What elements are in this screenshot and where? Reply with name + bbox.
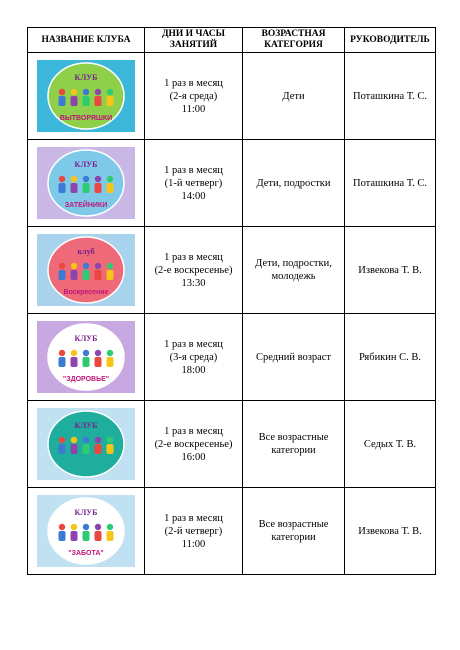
- figure-body-icon: [59, 96, 66, 106]
- figure-head-icon: [107, 437, 113, 443]
- figure-body-icon: [83, 531, 90, 541]
- logo-title: КЛУБ: [74, 508, 98, 517]
- schedule-cell: 1 раз в месяц (2-е воскресенье) 13:30: [145, 227, 243, 314]
- figure-head-icon: [71, 524, 77, 530]
- schedule-cell: 1 раз в месяц (2-я среда) 11:00: [145, 53, 243, 140]
- club-logo-cell: [28, 401, 145, 488]
- figure-body-icon: [71, 444, 78, 454]
- table-row: [28, 140, 436, 227]
- club-logo: [37, 321, 135, 393]
- club-logo: [37, 495, 135, 567]
- logo-subtitle: Воскресение: [63, 289, 109, 296]
- figure-head-icon: [71, 176, 77, 182]
- schedule-cell: 1 раз в месяц (2-е воскресенье) 16:00: [145, 401, 243, 488]
- figure-body-icon: [107, 96, 114, 106]
- figure-head-icon: [59, 524, 65, 530]
- figure-head-icon: [59, 89, 65, 95]
- figure-head-icon: [59, 176, 65, 182]
- figure-body-icon: [95, 357, 102, 367]
- figure-body-icon: [83, 270, 90, 280]
- club-logo-cell: [28, 140, 145, 227]
- figure-head-icon: [71, 437, 77, 443]
- figure-body-icon: [95, 531, 102, 541]
- figure-head-icon: [83, 350, 89, 356]
- figure-body-icon: [95, 96, 102, 106]
- figure-head-icon: [95, 263, 101, 269]
- figure-head-icon: [83, 89, 89, 95]
- figure-body-icon: [107, 531, 114, 541]
- figure-body-icon: [107, 183, 114, 193]
- club-logo-cell: [28, 227, 145, 314]
- leader-cell: Поташкина Т. С.: [345, 140, 436, 227]
- figure-head-icon: [83, 524, 89, 530]
- logo-title: КЛУБ: [74, 334, 98, 343]
- figure-head-icon: [59, 263, 65, 269]
- figure-head-icon: [71, 263, 77, 269]
- header-schedule: ДНИ И ЧАСЫ ЗАНЯТИЙ: [145, 28, 243, 53]
- logo-subtitle: ВЫТВОРЯШКИ: [59, 115, 113, 122]
- table-row: [28, 314, 436, 401]
- leader-cell: Седых Т. В.: [345, 401, 436, 488]
- age-cell: Дети: [243, 53, 345, 140]
- figure-body-icon: [59, 270, 66, 280]
- header-row: [28, 28, 436, 53]
- club-logo-cell: [28, 53, 145, 140]
- figure-head-icon: [95, 89, 101, 95]
- leader-cell: Извекова Т. В.: [345, 488, 436, 575]
- figure-head-icon: [107, 263, 113, 269]
- figure-body-icon: [95, 270, 102, 280]
- figure-body-icon: [59, 444, 66, 454]
- figure-body-icon: [59, 183, 66, 193]
- figure-body-icon: [83, 444, 90, 454]
- figure-body-icon: [71, 96, 78, 106]
- logo-title: клуб: [77, 247, 95, 256]
- leader-cell: Поташкина Т. С.: [345, 53, 436, 140]
- figure-body-icon: [71, 183, 78, 193]
- figure-head-icon: [107, 176, 113, 182]
- figure-body-icon: [59, 531, 66, 541]
- figure-head-icon: [95, 524, 101, 530]
- figure-body-icon: [107, 444, 114, 454]
- header-leader: РУКОВОДИТЕЛЬ: [345, 28, 436, 53]
- figure-head-icon: [107, 350, 113, 356]
- logo-title: КЛУБ: [74, 73, 98, 82]
- figure-head-icon: [59, 350, 65, 356]
- figure-body-icon: [107, 357, 114, 367]
- table-row: [28, 401, 436, 488]
- club-logo: [37, 147, 135, 219]
- table-row: [28, 227, 436, 314]
- figure-head-icon: [83, 176, 89, 182]
- figure-body-icon: [71, 270, 78, 280]
- figure-body-icon: [95, 444, 102, 454]
- logo-title: КЛУБ: [74, 421, 98, 430]
- figure-head-icon: [83, 263, 89, 269]
- club-logo-cell: [28, 314, 145, 401]
- clubs-table: [27, 27, 436, 575]
- club-logo-cell: [28, 488, 145, 575]
- schedule-cell: 1 раз в месяц (2-й четверг) 11:00: [145, 488, 243, 575]
- club-logo: [37, 60, 135, 132]
- table-row: [28, 53, 436, 140]
- age-cell: Дети, подростки, молодежь: [243, 227, 345, 314]
- figure-head-icon: [95, 437, 101, 443]
- header-age: ВОЗРАСТНАЯ КАТЕГОРИЯ: [243, 28, 345, 53]
- figure-head-icon: [95, 350, 101, 356]
- schedule-cell: 1 раз в месяц (1-й четверг) 14:00: [145, 140, 243, 227]
- header-name: НАЗВАНИЕ КЛУБА: [28, 28, 145, 53]
- leader-cell: Рябикин С. В.: [345, 314, 436, 401]
- figure-body-icon: [71, 531, 78, 541]
- leader-cell: Извекова Т. В.: [345, 227, 436, 314]
- figure-body-icon: [107, 270, 114, 280]
- figure-head-icon: [83, 437, 89, 443]
- logo-subtitle: "ЗАБОТА": [68, 550, 104, 557]
- figure-body-icon: [83, 183, 90, 193]
- schedule-cell: 1 раз в месяц (3-я среда) 18:00: [145, 314, 243, 401]
- club-logo: [37, 234, 135, 306]
- age-cell: Все возрастные категории: [243, 401, 345, 488]
- logo-subtitle: "ЗДОРОВЬЕ": [62, 376, 110, 383]
- figure-head-icon: [95, 176, 101, 182]
- figure-head-icon: [71, 89, 77, 95]
- club-logo: [37, 408, 135, 480]
- figure-body-icon: [83, 357, 90, 367]
- table-row: [28, 488, 436, 575]
- figure-body-icon: [71, 357, 78, 367]
- figure-head-icon: [71, 350, 77, 356]
- logo-subtitle: ЗАТЕЙНИКИ: [64, 202, 108, 209]
- logo-title: КЛУБ: [74, 160, 98, 169]
- figure-head-icon: [107, 89, 113, 95]
- figure-head-icon: [59, 437, 65, 443]
- age-cell: Все возрастные категории: [243, 488, 345, 575]
- figure-body-icon: [59, 357, 66, 367]
- figure-body-icon: [95, 183, 102, 193]
- figure-body-icon: [83, 96, 90, 106]
- figure-head-icon: [107, 524, 113, 530]
- age-cell: Дети, подростки: [243, 140, 345, 227]
- age-cell: Средний возраст: [243, 314, 345, 401]
